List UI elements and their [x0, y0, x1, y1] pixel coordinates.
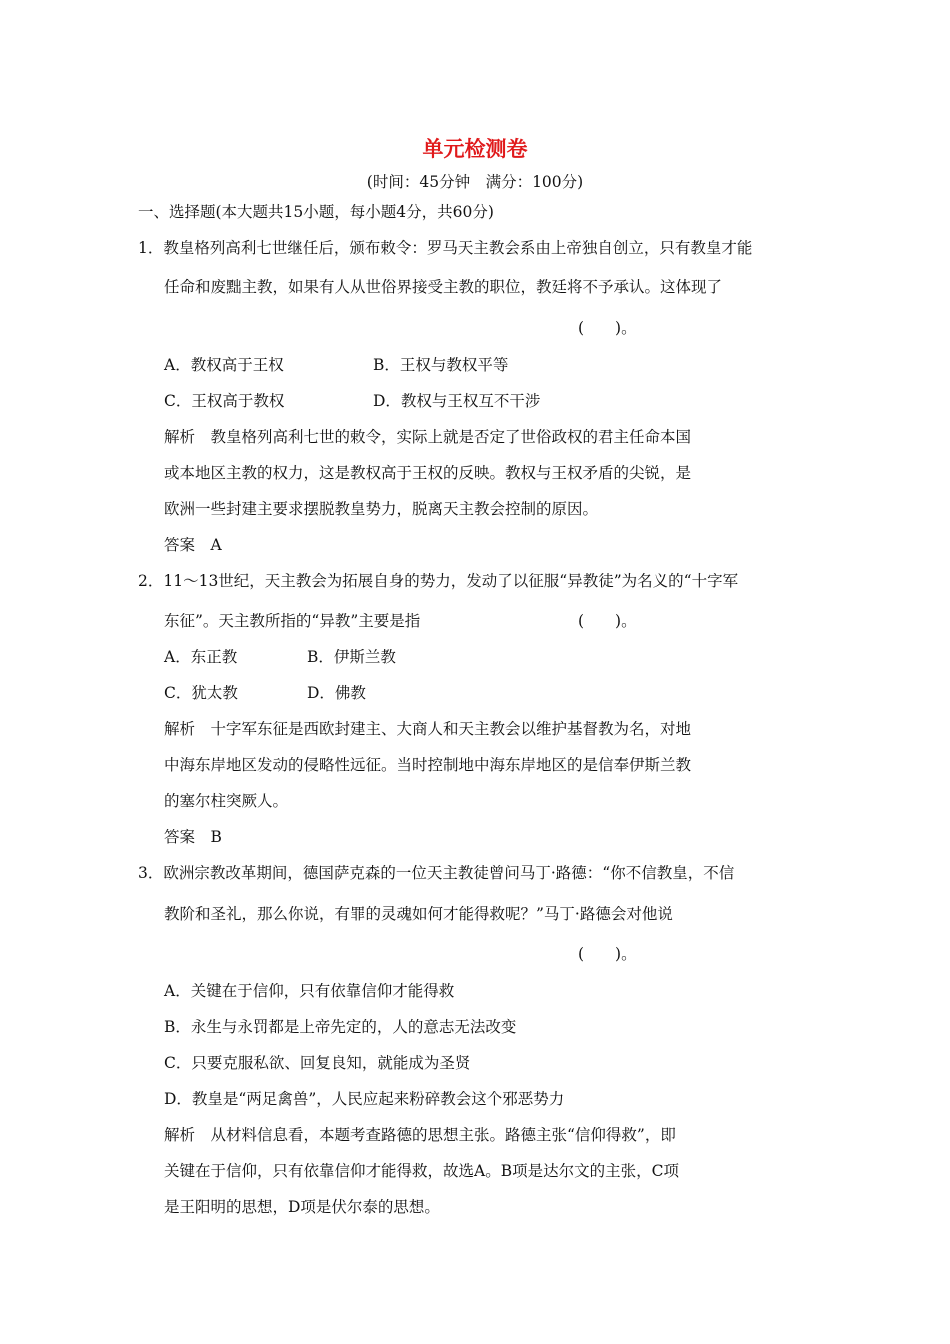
q1-answer: 答案 A [164, 536, 222, 554]
q3-analysis-line1: 解析 从材料信息看，本题考查路德的思想主张。路德主张“信仰得救”，即 [164, 1126, 676, 1144]
q2-option-a: A．东正教 [164, 648, 238, 666]
q2-answer: 答案 B [164, 828, 222, 846]
q1-option-b: B．王权与教权平等 [373, 356, 509, 374]
q2-option-b: B．伊斯兰教 [307, 648, 396, 666]
q2-answer-blank: ( )。 [578, 612, 637, 630]
q2-analysis-line1: 解析 十字军东征是西欧封建主、大商人和天主教会以维护基督教为名，对地 [164, 720, 692, 738]
q2-stem-line2: 东征”。天主教所指的“异教”主要是指 [164, 612, 421, 630]
q1-analysis-line1: 解析 教皇格列高利七世的敕令，实际上就是否定了世俗政权的君主任命本国 [164, 428, 692, 446]
q3-stem-line1: 3．欧洲宗教改革期间，德国萨克森的一位天主教徒曾问马丁·路德：“你不信教皇，不信 [138, 864, 735, 882]
q1-stem-line1: 1．教皇格列高利七世继任后，颁布敕令：罗马天主教会系由上帝独自创立，只有教皇才能 [138, 239, 753, 257]
q2-analysis-line3: 的塞尔柱突厥人。 [164, 792, 289, 810]
q3-option-b: B．永生与永罚都是上帝先定的，人的意志无法改变 [164, 1018, 517, 1036]
q2-analysis-line2: 中海东岸地区发动的侵略性远征。当时控制地中海东岸地区的是信奉伊斯兰教 [164, 756, 692, 774]
page-title: 单元检测卷 [422, 136, 528, 161]
q1-analysis-line2: 或本地区主教的权力，这是教权高于王权的反映。教权与王权矛盾的尖锐，是 [164, 464, 692, 482]
q2-stem-line1: 2．11～13世纪，天主教会为拓展自身的势力，发动了以征服“异教徒”为名义的“十字军 [138, 572, 739, 590]
q1-option-d: D．教权与王权互不干涉 [373, 392, 541, 410]
q3-stem-line2: 教阶和圣礼，那么你说，有罪的灵魂如何才能得救呢？”马丁·路德会对他说 [164, 905, 673, 923]
q1-option-a: A．教权高于王权 [164, 356, 284, 374]
q1-option-c: C．王权高于教权 [164, 392, 285, 410]
q3-option-c: C．只要克服私欲、回复良知，就能成为圣贤 [164, 1054, 471, 1072]
q2-option-d: D．佛教 [307, 684, 366, 702]
section-heading: 一、选择题(本大题共15小题，每小题4分，共60分) [138, 203, 494, 221]
q1-answer-blank: ( )。 [578, 319, 637, 337]
q3-option-d: D．教皇是“两足禽兽”，人民应起来粉碎教会这个邪恶势力 [164, 1090, 565, 1108]
q1-analysis-line3: 欧洲一些封建主要求摆脱教皇势力，脱离天主教会控制的原因。 [164, 500, 599, 518]
q3-analysis-line3: 是王阳明的思想，D项是伏尔泰的思想。 [164, 1198, 440, 1216]
q1-stem-line2: 任命和废黜主教，如果有人从世俗界接受主教的职位，教廷将不予承认。这体现了 [164, 278, 723, 296]
q3-option-a: A．关键在于信仰，只有依靠信仰才能得救 [164, 982, 455, 1000]
q3-answer-blank: ( )。 [578, 945, 637, 963]
q2-option-c: C．犹太教 [164, 684, 238, 702]
q3-analysis-line2: 关键在于信仰，只有依靠信仰才能得救，故选A。B项是达尔文的主张，C项 [164, 1162, 679, 1180]
exam-time-info: (时间：45分钟 满分：100分) [366, 173, 584, 191]
